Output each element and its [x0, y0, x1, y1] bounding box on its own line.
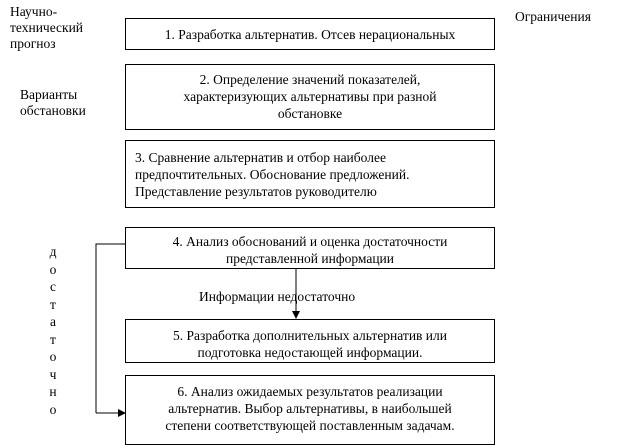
step-1-box [125, 18, 495, 50]
step-4-box [125, 227, 495, 269]
vertical-letter: т [50, 331, 56, 347]
sufficient-loop-line [96, 244, 126, 413]
forecast-label-line: технический [10, 20, 84, 35]
environment-label-line: Варианты [20, 87, 78, 102]
insufficient-info-label: Информации недостаточно [199, 289, 356, 304]
step-1-text: 1. Разработка альтернатив. Отсев нерациональных [164, 27, 456, 42]
step-6-text: 6. Анализ ожидаемых результатов реализации [177, 384, 443, 399]
step-2-text: 2. Определение значений показателей, [199, 72, 421, 87]
vertical-letter: а [50, 314, 56, 329]
step-4-text: представленной информации [225, 251, 395, 266]
step-6-text: степени соответствующей поставленным задачам. [165, 418, 455, 433]
step-2-box [125, 64, 495, 130]
step-5-text: 5. Разработка дополнительных альтернатив или [172, 328, 447, 343]
environment-label-line: обстановки [20, 103, 86, 118]
step-6-text: альтернатив. Выбор альтернативы, в наибольшей [168, 401, 452, 416]
step-3-box [125, 140, 495, 208]
step-3-text: Представление результатов руководителю [135, 184, 377, 199]
step-5-box [125, 319, 495, 363]
vertical-letter: ч [49, 366, 57, 382]
vertical-letter: с [50, 279, 56, 294]
forecast-label-line: прогноз [10, 36, 56, 51]
step-3-text: 3. Сравнение альтернатив и отбор наиболее [135, 150, 386, 165]
vertical-letter: н [49, 384, 57, 399]
step-2-text: характеризующих альтернативы при разной [183, 89, 437, 104]
vertical-letter: д [49, 244, 57, 259]
step-5-text: подготовка недостающей информации. [197, 345, 423, 360]
vertical-letter: о [49, 261, 57, 277]
constraints-label: Ограничения [515, 9, 591, 24]
step-6-box [125, 375, 495, 445]
vertical-letter: т [50, 296, 56, 312]
step-2-text: обстановке [277, 106, 343, 121]
vertical-letter: о [49, 349, 57, 364]
vertical-letter: о [49, 401, 57, 417]
forecast-label-line: Научно- [10, 4, 58, 19]
step-3-text: предпочтительных. Обоснование предложений. [135, 167, 410, 182]
step-4-text: 4. Анализ обоснований и оценка достаточности [172, 234, 448, 249]
